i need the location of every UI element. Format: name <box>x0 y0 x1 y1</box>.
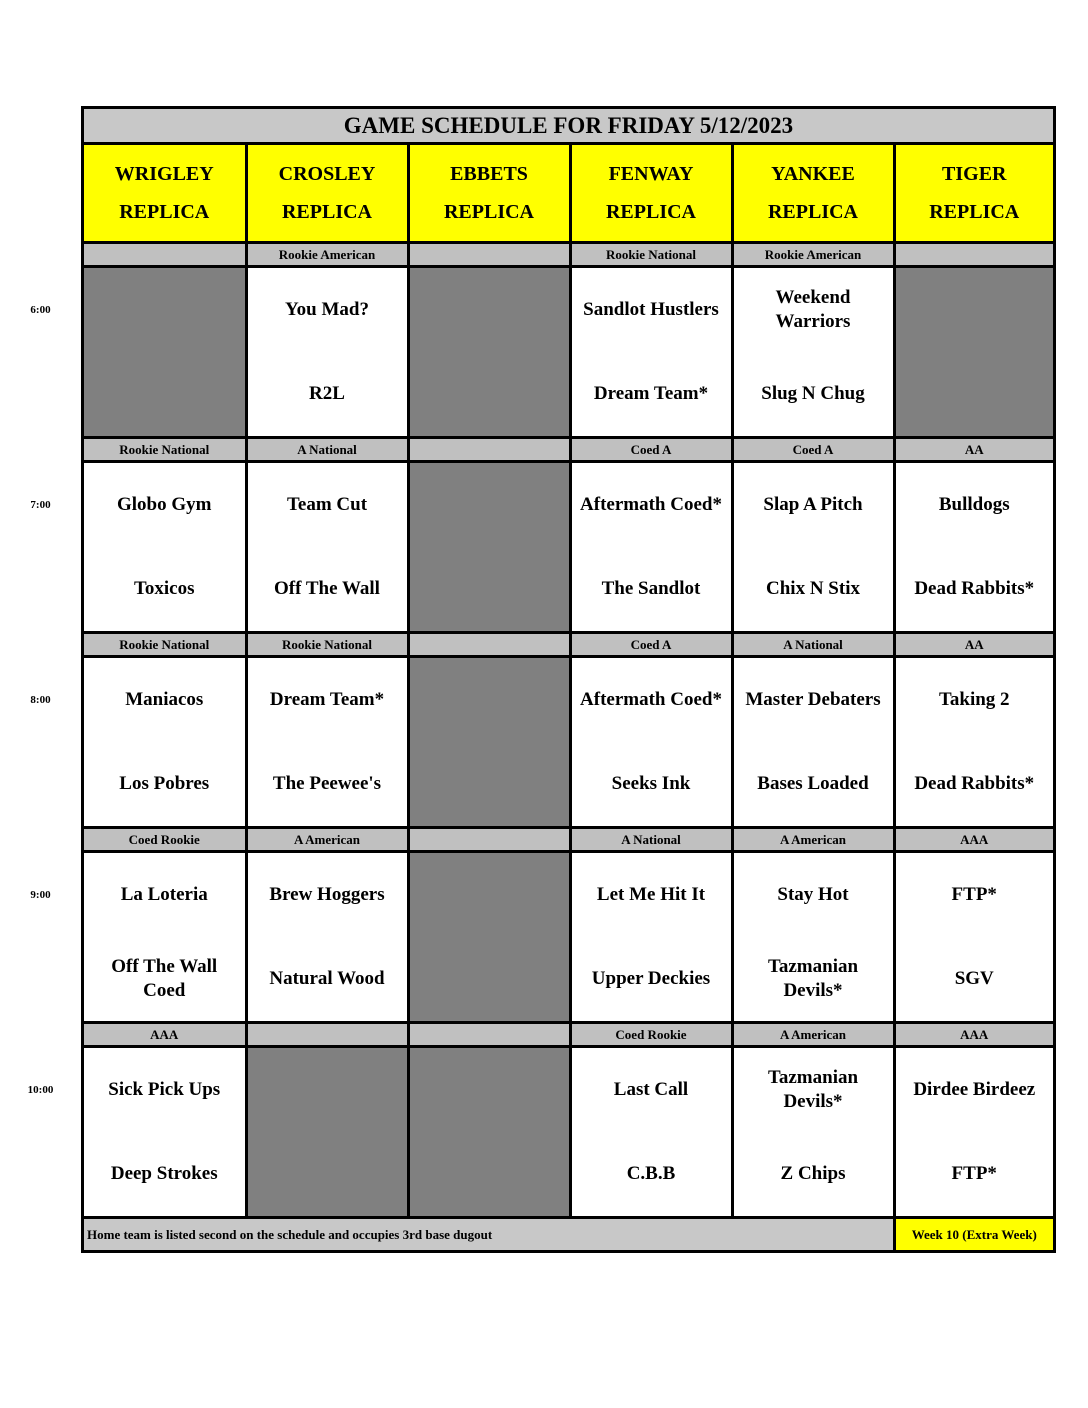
division-label: Coed Rookie <box>84 829 245 850</box>
division-label <box>410 634 569 655</box>
game-cell <box>248 268 407 436</box>
empty-slot <box>410 1048 569 1216</box>
game-cell <box>84 658 245 826</box>
away-team: You Mad? <box>285 299 369 320</box>
division-label: Rookie National <box>84 439 245 460</box>
away-team: Taking 2 <box>938 689 1010 710</box>
away-team: Last Call <box>613 1079 689 1100</box>
away-team: Let Me Hit It <box>596 884 706 905</box>
time-label: 10:00 <box>27 1084 54 1096</box>
division-label <box>84 244 245 265</box>
division-label: Coed A <box>734 439 893 460</box>
page-title: GAME SCHEDULE FOR FRIDAY 5/12/2023 <box>84 109 1053 142</box>
away-team: Dream Team* <box>269 689 385 710</box>
game-cell <box>84 1048 245 1216</box>
field-type: REPLICA <box>119 201 210 223</box>
away-team: Sick Pick Ups <box>108 1079 221 1100</box>
game-cell <box>572 268 731 436</box>
home-team: Los Pobres <box>119 773 210 794</box>
division-label: A American <box>734 1024 893 1045</box>
schedule-table <box>81 106 1056 1253</box>
home-team: Toxicos <box>133 578 195 599</box>
home-team: Z Chips <box>780 1163 846 1184</box>
game-cell <box>896 658 1054 826</box>
division-label: Coed A <box>572 634 731 655</box>
game-cell <box>248 658 407 826</box>
game-cell <box>572 463 731 631</box>
game-cell <box>734 853 893 1021</box>
away-team: La Loteria <box>120 884 208 905</box>
home-team: Tazmanian Devils* <box>767 956 859 1001</box>
division-label <box>248 1024 407 1045</box>
away-team: Maniacos <box>125 689 204 710</box>
empty-slot <box>410 853 569 1021</box>
field-header <box>734 145 893 241</box>
division-label: A American <box>734 829 893 850</box>
division-label: AA <box>896 634 1054 655</box>
away-team: Sandlot Hustlers <box>583 299 719 320</box>
home-team: Bases Loaded <box>757 773 869 794</box>
empty-slot <box>84 268 245 436</box>
division-label: A National <box>734 634 893 655</box>
division-label <box>410 829 569 850</box>
home-team: Chix N Stix <box>766 578 860 599</box>
footer-note: Home team is listed second on the schedule and occupies 3rd base dugout <box>84 1219 893 1250</box>
field-header <box>572 145 731 241</box>
division-label: Rookie American <box>734 244 893 265</box>
field-name: EBBETS <box>450 163 528 185</box>
division-label: AA <box>896 439 1054 460</box>
away-team: Brew Hoggers <box>269 884 385 905</box>
home-team: The Sandlot <box>601 578 701 599</box>
game-cell <box>896 1048 1054 1216</box>
game-cell <box>84 463 245 631</box>
home-team: Off The Wall <box>274 578 380 599</box>
field-type: REPLICA <box>605 201 696 223</box>
division-label: AAA <box>84 1024 245 1045</box>
week-badge: Week 10 (Extra Week) <box>896 1219 1054 1250</box>
game-cell <box>734 463 893 631</box>
away-team: Aftermath Coed* <box>580 689 722 710</box>
field-type: REPLICA <box>929 201 1020 223</box>
home-team: Upper Deckies <box>591 968 711 989</box>
field-header <box>84 145 245 241</box>
home-team: Slug N Chug <box>761 383 865 404</box>
game-cell <box>734 1048 893 1216</box>
away-team: Slap A Pitch <box>763 494 863 515</box>
away-team: Team Cut <box>286 494 368 515</box>
home-team: Natural Wood <box>269 968 385 989</box>
field-type: REPLICA <box>281 201 372 223</box>
game-cell <box>734 658 893 826</box>
empty-slot <box>248 1048 407 1216</box>
field-header <box>896 145 1054 241</box>
away-team: Master Debaters <box>745 689 881 710</box>
game-cell <box>248 853 407 1021</box>
game-cell <box>572 658 731 826</box>
game-cell <box>572 1048 731 1216</box>
empty-slot <box>896 268 1054 436</box>
empty-slot <box>410 268 569 436</box>
division-label: A American <box>248 829 407 850</box>
division-label: Rookie National <box>84 634 245 655</box>
time-label: 7:00 <box>30 499 51 511</box>
time-label: 8:00 <box>30 694 51 706</box>
home-team: C.B.B <box>626 1163 676 1184</box>
field-name: FENWAY <box>608 163 694 185</box>
home-team: Dead Rabbits* <box>914 578 1035 599</box>
home-team: R2L <box>309 383 345 404</box>
game-cell <box>84 853 245 1021</box>
home-team: Dead Rabbits* <box>914 773 1035 794</box>
division-label: A National <box>248 439 407 460</box>
game-cell <box>248 463 407 631</box>
field-name: WRIGLEY <box>114 163 214 185</box>
field-type: REPLICA <box>443 201 534 223</box>
away-team: FTP* <box>951 884 997 905</box>
field-name: CROSLEY <box>278 163 376 185</box>
division-label: Rookie National <box>248 634 407 655</box>
game-cell <box>896 463 1054 631</box>
home-team: Seeks Ink <box>611 773 691 794</box>
home-team: Off The Wall Coed <box>111 956 218 1001</box>
division-label: Rookie American <box>248 244 407 265</box>
empty-slot <box>410 463 569 631</box>
time-label: 6:00 <box>30 304 51 316</box>
away-team: Globo Gym <box>117 494 212 515</box>
home-team: FTP* <box>951 1163 997 1184</box>
time-label: 9:00 <box>30 889 51 901</box>
field-name: TIGER <box>942 163 1007 185</box>
division-label <box>410 244 569 265</box>
division-label: A National <box>572 829 731 850</box>
home-team: Dream Team* <box>593 383 709 404</box>
away-team: Stay Hot <box>777 884 849 905</box>
division-label <box>410 1024 569 1045</box>
division-label: Coed Rookie <box>572 1024 731 1045</box>
field-type: REPLICA <box>767 201 858 223</box>
away-team: Weekend Warriors <box>775 287 851 332</box>
away-team: Dirdee Birdeez <box>913 1079 1036 1100</box>
game-cell <box>734 268 893 436</box>
home-team: SGV <box>954 968 994 989</box>
field-header <box>248 145 407 241</box>
game-cell <box>896 853 1054 1021</box>
away-team: Aftermath Coed* <box>580 494 722 515</box>
time-column <box>0 0 81 1408</box>
division-label <box>410 439 569 460</box>
home-team: Deep Strokes <box>110 1163 218 1184</box>
away-team: Tazmanian Devils* <box>767 1067 859 1112</box>
empty-slot <box>410 658 569 826</box>
home-team: The Peewee's <box>272 773 382 794</box>
away-team: Bulldogs <box>938 494 1010 515</box>
game-cell <box>572 853 731 1021</box>
field-name: YANKEE <box>771 163 855 185</box>
division-label: Coed A <box>572 439 731 460</box>
division-label: Rookie National <box>572 244 731 265</box>
division-label <box>896 244 1054 265</box>
division-label: AAA <box>896 1024 1054 1045</box>
division-label: AAA <box>896 829 1054 850</box>
field-header <box>410 145 569 241</box>
